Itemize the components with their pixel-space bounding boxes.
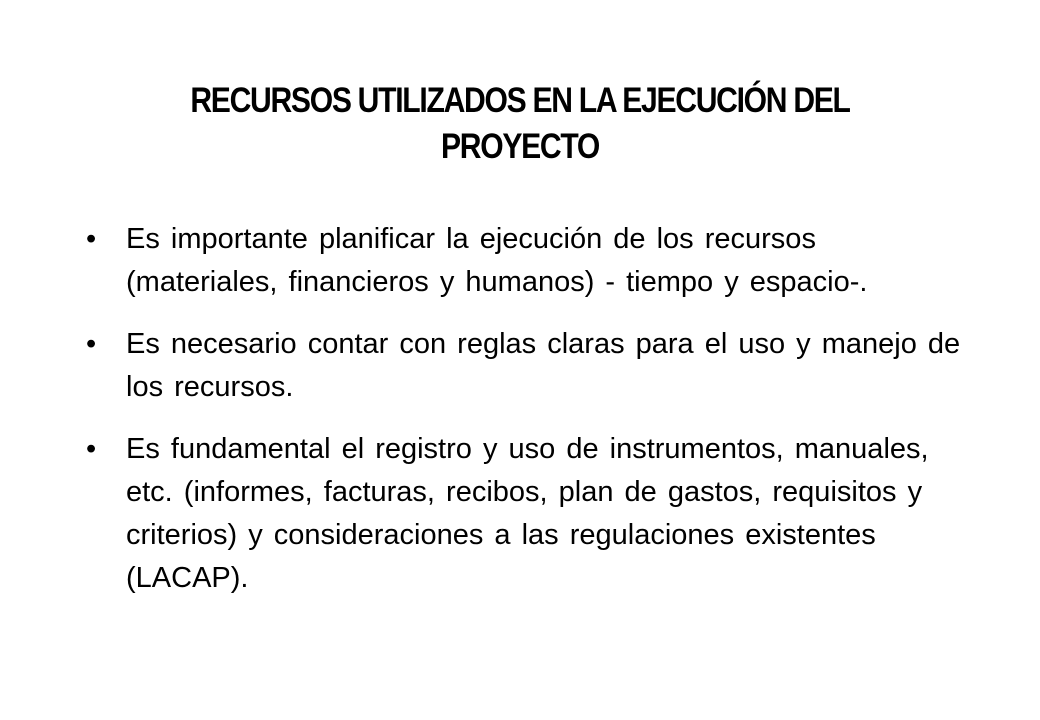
bullet-icon: • — [86, 328, 97, 360]
slide-title — [176, 78, 864, 170]
bullet-item-registry — [86, 428, 966, 600]
bullet-text: Es importante planificar la ejecución de los recursos (materiales, financieros y humanos) - tiempo y espacio-. — [126, 223, 868, 298]
slide-title-line-2: PROYECTO — [440, 127, 600, 166]
bullet-text: Es necesario contar con reglas claras para el uso y manejo de los recursos. — [126, 328, 961, 403]
bullet-icon: • — [86, 433, 97, 465]
bullet-item-planning — [86, 218, 966, 304]
bullet-icon: • — [86, 223, 97, 255]
slide-title-line-1: RECURSOS UTILIZADOS EN LA EJECUCIÓN DEL — [190, 81, 850, 120]
bullet-list — [86, 218, 966, 619]
bullet-text: Es fundamental el registro y uso de instrumentos, manuales, etc. (informes, facturas, recibos, plan de gastos, requisitos y criterios) y consideraciones a las regulaciones existentes (LACAP). — [126, 433, 929, 594]
bullet-item-rules — [86, 323, 966, 409]
